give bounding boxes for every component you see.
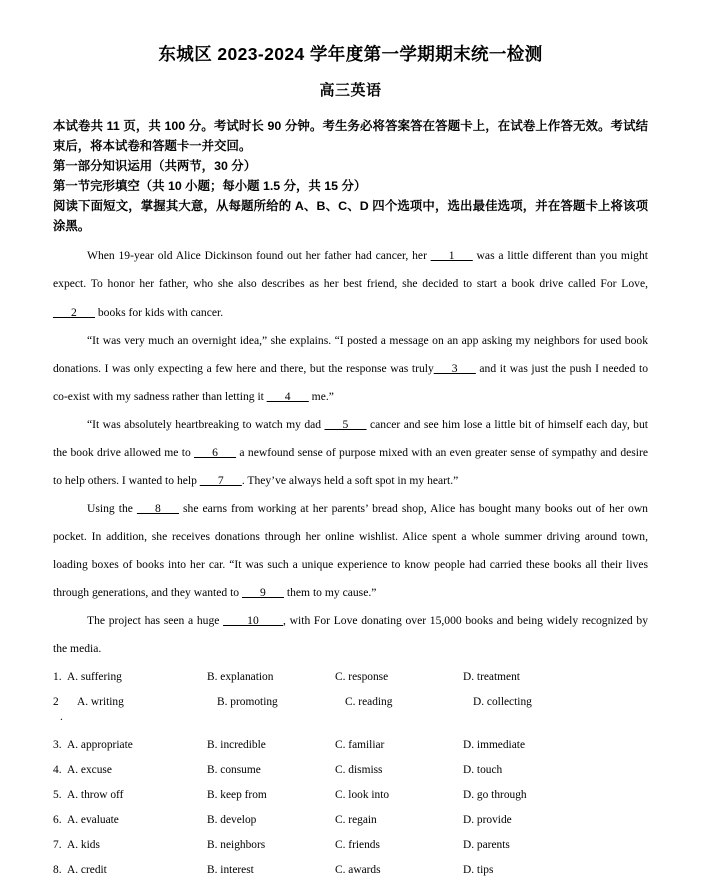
passage-text: “It was very much an overnight idea,” she explains. “I posted a message on an app asking my neighbors for used book donations. I was only expecting a few here and there, but the response was truly <box>53 333 648 375</box>
option-choice-b[interactable]: B. develop <box>207 814 257 827</box>
option-choice-d[interactable]: D. treatment <box>463 671 520 684</box>
passage-text: me.” <box>308 389 334 403</box>
option-row <box>53 790 648 815</box>
passage-text: When 19-year old Alice Dickinson found out her father had cancer, her <box>87 249 431 263</box>
option-choice-d[interactable]: D. touch <box>463 764 503 777</box>
cloze-blank-8[interactable]: ___8___ <box>136 501 179 515</box>
passage-text: “It was absolutely heartbreaking to watch my dad <box>87 417 325 431</box>
passage-paragraph-4 <box>53 495 648 607</box>
passage-text: a newfound sense of purpose mixed with an even greater sense of sympathy and desire to help others. I wanted to help <box>53 445 648 487</box>
cloze-blank-7[interactable]: ___7___ <box>199 473 242 487</box>
question-number: 2 <box>53 696 59 709</box>
question-number: 3. <box>53 739 62 752</box>
option-row <box>53 740 648 765</box>
instruction-line-scope: 本试卷共 11 页，共 100 分。考试时长 90 分钟。考生务必将答案答在答题卡上，在试卷上作答无效。考试结束后，将本试卷和答题卡一并交回。 <box>53 118 648 153</box>
option-choice-c[interactable]: C. look into <box>335 789 390 802</box>
instruction-line-directions: 阅读下面短文，掌握其大意，从每题所给的 A、B、C、D 四个选项中，选出最佳选项，并在答题卡上将该项涂黑。 <box>53 199 648 234</box>
option-choice-d[interactable]: D. immediate <box>463 739 525 752</box>
cloze-blank-1[interactable]: ___1___ <box>430 249 473 263</box>
option-row <box>53 765 648 790</box>
option-choice-b[interactable]: B. promoting <box>217 696 278 709</box>
cloze-blank-4[interactable]: ___4___ <box>266 389 309 403</box>
question-number: 1. <box>53 671 62 684</box>
option-choice-c[interactable]: C. response <box>335 671 389 684</box>
passage-text: books for kids with cancer. <box>94 305 224 319</box>
question-number: 8. <box>53 864 62 877</box>
option-choice-c[interactable]: C. reading <box>345 696 393 709</box>
option-choice-d[interactable]: D. tips <box>463 864 494 877</box>
answer-options-list <box>0 663 701 890</box>
cloze-blank-9[interactable]: ___9___ <box>242 586 284 599</box>
passage-text: Using the <box>87 501 137 515</box>
option-choice-d[interactable]: D. parents <box>463 839 510 852</box>
instruction-line-subsection: 第一节完形填空（共 10 小题；每小题 1.5 分，共 15 分） <box>53 179 367 194</box>
option-choice-b[interactable]: B. keep from <box>207 789 267 802</box>
option-row <box>53 840 648 865</box>
option-choice-c[interactable]: C. awards <box>335 864 381 877</box>
exam-instructions <box>0 100 701 237</box>
option-choice-a[interactable]: A. suffering <box>67 671 122 684</box>
passage-paragraph-2 <box>53 327 648 411</box>
option-choice-a[interactable]: A. credit <box>67 864 107 877</box>
passage-text: The project has seen a huge <box>87 614 224 628</box>
option-row <box>53 697 648 729</box>
option-row <box>53 865 648 890</box>
passage-paragraph-3 <box>53 411 648 495</box>
passage-text: them to my cause.” <box>283 586 377 599</box>
instruction-line-section: 第一部分知识运用（共两节，30 分） <box>53 159 257 174</box>
option-choice-d[interactable]: D. collecting <box>473 696 532 709</box>
option-choice-c[interactable]: C. friends <box>335 839 380 852</box>
passage-text: and it was just the push I needed to co-exist with my sadness rather than letting it <box>53 361 648 403</box>
option-choice-b[interactable]: B. neighbors <box>207 839 266 852</box>
question-number: 6. <box>53 814 62 827</box>
option-choice-b[interactable]: B. incredible <box>207 739 266 752</box>
cloze-blank-2[interactable]: ___2___ <box>53 305 95 319</box>
option-choice-c[interactable]: C. familiar <box>335 739 385 752</box>
question-number: 7. <box>53 839 62 852</box>
option-choice-d[interactable]: D. go through <box>463 789 527 802</box>
option-choice-a[interactable]: A. kids <box>67 839 100 852</box>
option-choice-b[interactable]: B. interest <box>207 864 254 877</box>
option-choice-c[interactable]: C. dismiss <box>335 764 383 777</box>
page-title: 东城区 2023-2024 学年度第一学期期末统一检测 <box>158 44 543 64</box>
option-choice-a[interactable]: A. throw off <box>67 789 124 802</box>
cloze-blank-6[interactable]: ___6___ <box>194 445 237 459</box>
option-row <box>53 815 648 840</box>
cloze-blank-3[interactable]: ___3___ <box>433 361 476 375</box>
question-number: 4. <box>53 764 62 777</box>
option-choice-a[interactable]: A. writing <box>77 696 124 709</box>
passage-paragraph-5 <box>53 607 648 663</box>
passage-text: cancer and see him lose a little bit of himself each day, but the book drive allowed me to <box>53 417 648 459</box>
passage-paragraph-1 <box>53 242 648 326</box>
passage-text: , with For Love donating over 15,000 books and being widely recognized by the media. <box>53 614 648 656</box>
option-choice-a[interactable]: A. appropriate <box>67 739 133 752</box>
option-choice-d[interactable]: D. provide <box>463 814 512 827</box>
passage-text: . They’ve always held a soft spot in my heart.” <box>241 473 459 487</box>
option-choice-a[interactable]: A. evaluate <box>67 814 119 827</box>
option-row <box>53 672 648 697</box>
cloze-passage <box>0 236 701 663</box>
passage-text: was a little different than you might expect. To honor her father, who she also describes as her best friend, she decided to start a book drive called For Love, <box>53 249 648 291</box>
stray-period-mark: . <box>60 711 63 724</box>
passage-text: she earns from working at her parents’ bread shop, Alice has bought many books out of her own pocket. In addition, she receives donations through her online wishlist. Alice spent a whole summer driving around town, loading boxes of books into her car. “It was such a unique experience to know people had carried these books all their lives through generations, and they wanted to <box>53 501 648 599</box>
cloze-blank-10[interactable]: ____10____ <box>223 614 284 628</box>
question-number: 5. <box>53 789 62 802</box>
option-choice-b[interactable]: B. explanation <box>207 671 274 684</box>
option-choice-c[interactable]: C. regain <box>335 814 377 827</box>
cloze-blank-5[interactable]: ___5___ <box>324 417 367 431</box>
option-choice-b[interactable]: B. consume <box>207 764 261 777</box>
option-choice-a[interactable]: A. excuse <box>67 764 112 777</box>
page-subtitle: 高三英语 <box>319 81 382 99</box>
